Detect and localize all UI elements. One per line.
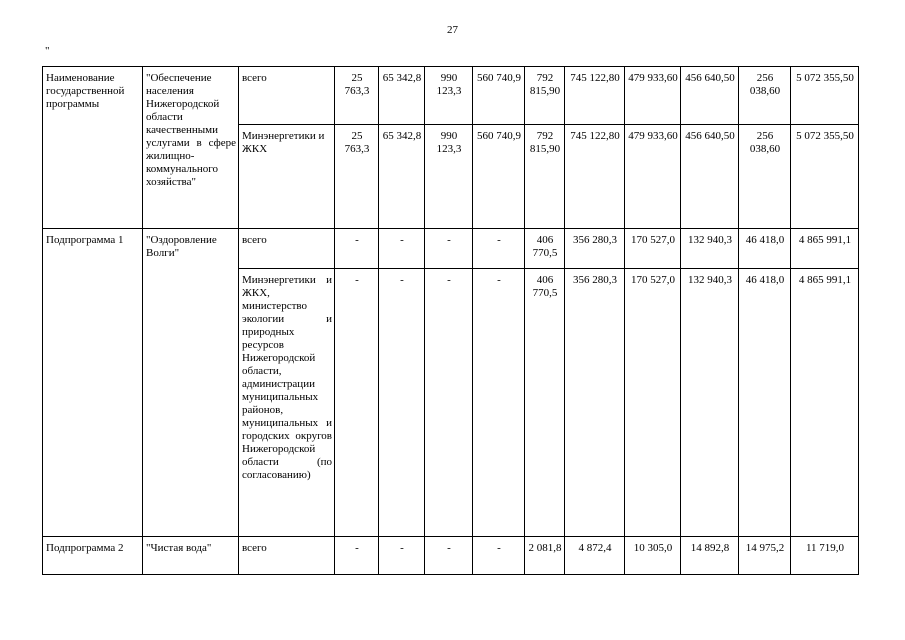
value-cell: 356 280,3 — [565, 229, 625, 269]
value-cell: 5 072 355,50 — [791, 67, 859, 125]
value-cell: 170 527,0 — [625, 269, 681, 537]
value-cell: - — [473, 229, 525, 269]
value-cell: - — [425, 229, 473, 269]
value-cell: 745 122,80 — [565, 67, 625, 125]
program-name-cell: Наименование государственной программы — [43, 67, 143, 229]
subprogram-title-cell: "Оздоровление Волги" — [143, 229, 239, 537]
subprogram-name-cell: Подпрограмма 2 — [43, 537, 143, 575]
value-cell: - — [335, 269, 379, 537]
executor-cell: Минэнергетики и ЖКХ, министерство экологии и природных ресурсов Нижегородской области, администрации муниципальных районов, муниципальных и городских округов Нижегородской области (по согласованию) — [239, 269, 335, 537]
executor-cell: всего — [239, 537, 335, 575]
value-cell: 65 342,8 — [379, 125, 425, 229]
value-cell: - — [425, 537, 473, 575]
value-cell: 25 763,3 — [335, 125, 379, 229]
value-cell: 792 815,90 — [525, 125, 565, 229]
value-cell: 256 038,60 — [739, 125, 791, 229]
value-cell: - — [473, 537, 525, 575]
value-cell: - — [379, 537, 425, 575]
value-cell: 560 740,9 — [473, 125, 525, 229]
value-cell: 11 719,0 — [791, 537, 859, 575]
value-cell: 406 770,5 — [525, 269, 565, 537]
value-cell: 479 933,60 — [625, 67, 681, 125]
value-cell: 356 280,3 — [565, 269, 625, 537]
value-cell: - — [335, 229, 379, 269]
value-cell: 4 872,4 — [565, 537, 625, 575]
program-title-cell: "Обеспечение населения Нижегородской области качественными услугами в сфере жилищно-коммунального хозяйства" — [143, 67, 239, 229]
value-cell: - — [379, 229, 425, 269]
value-cell: 479 933,60 — [625, 125, 681, 229]
table-row — [43, 537, 859, 575]
subprogram-name-cell: Подпрограмма 1 — [43, 229, 143, 537]
executor-cell: Минэнергетики и ЖКХ — [239, 125, 335, 229]
value-cell: - — [379, 269, 425, 537]
value-cell: 990 123,3 — [425, 125, 473, 229]
value-cell: 2 081,8 — [525, 537, 565, 575]
value-cell: 14 975,2 — [739, 537, 791, 575]
value-cell: 170 527,0 — [625, 229, 681, 269]
program-funding-table — [42, 66, 859, 575]
value-cell: 10 305,0 — [625, 537, 681, 575]
value-cell: 456 640,50 — [681, 67, 739, 125]
value-cell: 65 342,8 — [379, 67, 425, 125]
value-cell: 456 640,50 — [681, 125, 739, 229]
value-cell: - — [473, 269, 525, 537]
value-cell: 4 865 991,1 — [791, 269, 859, 537]
value-cell: 990 123,3 — [425, 67, 473, 125]
value-cell: 46 418,0 — [739, 269, 791, 537]
value-cell: 4 865 991,1 — [791, 229, 859, 269]
opening-quote-mark: " — [45, 45, 50, 57]
value-cell: 406 770,5 — [525, 229, 565, 269]
value-cell: 46 418,0 — [739, 229, 791, 269]
value-cell: 256 038,60 — [739, 67, 791, 125]
value-cell: 132 940,3 — [681, 229, 739, 269]
value-cell: 25 763,3 — [335, 67, 379, 125]
value-cell: 14 892,8 — [681, 537, 739, 575]
value-cell: 5 072 355,50 — [791, 125, 859, 229]
value-cell: 745 122,80 — [565, 125, 625, 229]
value-cell: 132 940,3 — [681, 269, 739, 537]
value-cell: - — [425, 269, 473, 537]
value-cell: 560 740,9 — [473, 67, 525, 125]
table-row — [43, 67, 859, 125]
executor-cell: всего — [239, 67, 335, 125]
value-cell: - — [335, 537, 379, 575]
executor-cell: всего — [239, 229, 335, 269]
value-cell: 792 815,90 — [525, 67, 565, 125]
subprogram-title-cell: "Чистая вода" — [143, 537, 239, 575]
table-row — [43, 229, 859, 269]
page-number: 27 — [447, 24, 458, 36]
